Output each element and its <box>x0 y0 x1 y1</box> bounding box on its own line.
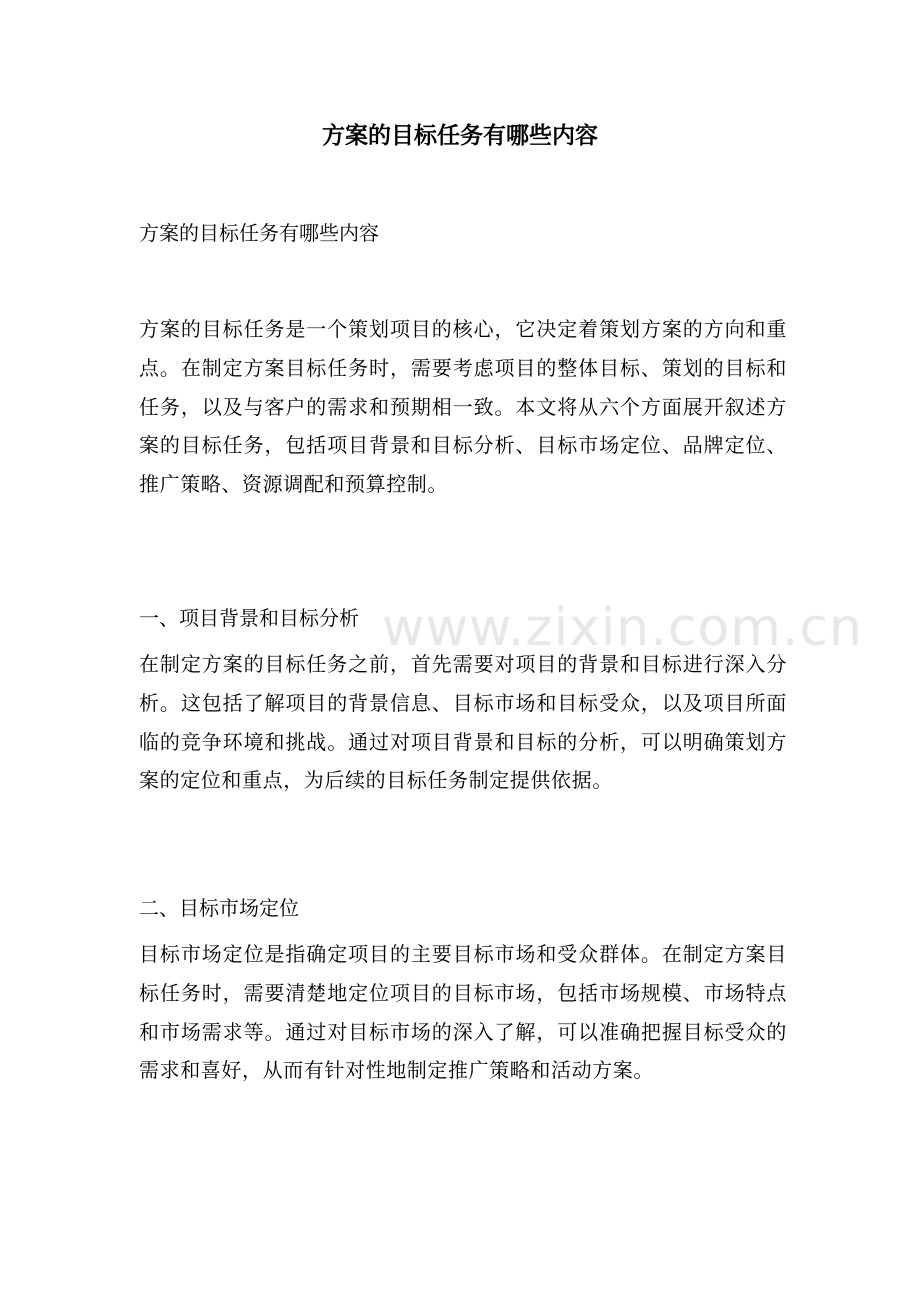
document-title: 方案的目标任务有哪些内容 <box>322 122 598 149</box>
section-body-1: 在制定方案的目标任务之前，首先需要对项目的背景和目标进行深入分析。这包括了解项目的背景信息、目标市场和目标受众，以及项目所面临的竞争环境和挑战。通过对项目背景和目标的分析，可以明确策划方案的定位和重点，为后续的目标任务制定提供依据。 <box>139 652 787 793</box>
document-subtitle: 方案的目标任务有哪些内容 <box>139 221 379 245</box>
watermark: www.zixin.com.cn <box>382 598 863 658</box>
section-heading-1: 一、项目背景和目标分析 <box>139 606 359 630</box>
section-body-2: 目标市场定位是指确定项目的主要目标市场和受众群体。在制定方案目标任务时，需要清楚地定位项目的目标市场，包括市场规模、市场特点和市场需求等。通过对目标市场的深入了解，可以准确把握目标受众的需求和喜好，从而有针对性地制定推广策略和活动方案。 <box>139 942 787 1083</box>
intro-paragraph: 方案的目标任务是一个策划项目的核心，它决定着策划方案的方向和重点。在制定方案目标任务时，需要考虑项目的整体目标、策划的目标和任务，以及与客户的需求和预期相一致。本文将从六个方面展开叙述方案的目标任务，包括项目背景和目标分析、目标市场定位、品牌定位、推广策略、资源调配和预算控制。 <box>139 317 787 497</box>
section-heading-2: 二、目标市场定位 <box>139 896 299 920</box>
